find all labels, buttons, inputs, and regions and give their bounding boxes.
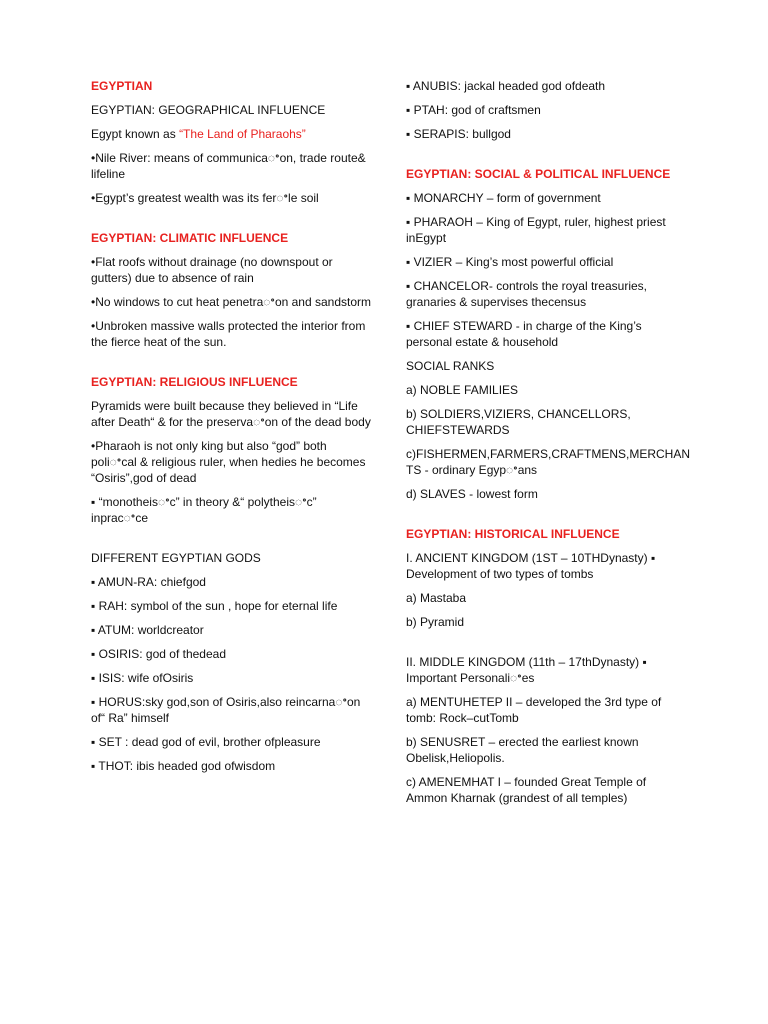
religious-item: Pyramids were built because they believed in “Life after Death“ & for the preservaꢀon of the dead body — [91, 399, 371, 429]
rank-item: a) NOBLE FAMILIES — [406, 383, 519, 397]
climatic-item: •Flat roofs without drainage (no downspout or gutters) due to absence of rain — [91, 255, 333, 285]
climatic-heading: EGYPTIAN: CLIMATIC INFLUENCE — [91, 231, 289, 245]
ranks-heading: SOCIAL RANKS — [406, 359, 495, 373]
religious-item: •Pharaoh is not only king but also “god” both poliꢀcal & religious ruler, when hedies he becomes “Osiris”,god of dead — [91, 439, 366, 485]
god-item: ▪ ISIS: wife ofOsiris — [91, 671, 194, 685]
rank-item: c)FISHERMEN,FARMERS,CRAFTMENS,MERCHAN TS - ordinary Egypꢀans — [406, 447, 691, 477]
middle-kingdom-rest: (11th – 17thDynasty) ▪ Important Personaliꢀes — [406, 655, 647, 685]
ancient-kingdom-rest: (1ST – 10THDynasty) ▪ Development of two types of tombs — [406, 551, 656, 581]
religious-item: ▪ “monotheisꢀc” in theory &“ polytheisꢀc” inpracꢀce — [91, 495, 317, 525]
tomb-item: a) Mastaba — [406, 591, 467, 605]
god-item: ▪ SERAPIS: bullgod — [406, 127, 511, 141]
historical-heading: EGYPTIAN: HISTORICAL INFLUENCE — [406, 527, 620, 541]
social-item: ▪ PHARAOH – King of Egypt, ruler, highest priest inEgypt — [406, 215, 666, 245]
climatic-item: •No windows to cut heat penetraꢀon and sandstorm — [91, 295, 372, 309]
egypt-known-line — [91, 126, 373, 142]
god-item: ▪ PTAH: god of craftsmen — [406, 103, 541, 117]
social-item: ▪ CHANCELOR- controls the royal treasuries, granaries & supervises thecensus — [406, 279, 647, 309]
rank-item: b) SOLDIERS,VIZIERS, CHANCELLORS, CHIEFSTEWARDS — [406, 407, 631, 437]
page-title: EGYPTIAN — [91, 79, 153, 93]
god-item: ▪ RAH: symbol of the sun , hope for eternal life — [91, 599, 338, 613]
personality-item: b) SENUSRET – erected the earliest known Obelisk,Heliopolis. — [406, 735, 639, 765]
middle-kingdom — [406, 654, 688, 686]
god-item: ▪ ATUM: worldcreator — [91, 623, 204, 637]
geo-item: •Nile River: means of communicaꢀon, trade route& lifeline — [91, 151, 366, 181]
egypt-known-prefix: Egypt known as — [91, 127, 180, 141]
left-column — [91, 78, 373, 782]
god-item: ▪ AMUN-RA: chiefgod — [91, 575, 206, 589]
ancient-kingdom — [406, 550, 688, 582]
ancient-kingdom-title: I. ANCIENT KINGDOM — [406, 551, 529, 565]
god-item: ▪ SET : dead god of evil, brother ofpleasure — [91, 735, 321, 749]
middle-kingdom-title: II. MIDDLE KINGDOM — [406, 655, 526, 669]
tomb-item: b) Pyramid — [406, 615, 465, 629]
right-column — [406, 78, 691, 814]
social-item: ▪ VIZIER – King’s most powerful official — [406, 255, 614, 269]
gods-heading: DIFFERENT EGYPTIAN GODS — [91, 551, 261, 565]
geo-heading: EGYPTIAN: GEOGRAPHICAL INFLUENCE — [91, 103, 326, 117]
personality-item: a) MENTUHETEP II – developed the 3rd type of tomb: Rock–cutTomb — [406, 695, 662, 725]
social-heading: EGYPTIAN: SOCIAL & POLITICAL INFLUENCE — [406, 167, 671, 181]
land-of-pharaohs: “The Land of Pharaohs” — [179, 127, 306, 141]
climatic-item: •Unbroken massive walls protected the interior from the fierce heat of the sun. — [91, 319, 366, 349]
religious-heading: EGYPTIAN: RELIGIOUS INFLUENCE — [91, 375, 298, 389]
god-item: ▪ ANUBIS: jackal headed god ofdeath — [406, 79, 606, 93]
god-item: ▪ OSIRIS: god of thedead — [91, 647, 227, 661]
social-item: ▪ MONARCHY – form of government — [406, 191, 601, 205]
geo-item: •Egypt’s greatest wealth was its ferꢀle soil — [91, 191, 319, 205]
rank-item: d) SLAVES - lowest form — [406, 487, 538, 501]
god-item: ▪ HORUS:sky god,son of Osiris,also reincarnaꢀon of“ Ra” himself — [91, 695, 361, 725]
god-item: ▪ THOT: ibis headed god ofwisdom — [91, 759, 276, 773]
personality-item: c) AMENEMHAT I – founded Great Temple of Ammon Kharnak (grandest of all temples) — [406, 775, 647, 805]
social-item: ▪ CHIEF STEWARD - in charge of the King’s personal estate & household — [406, 319, 642, 349]
